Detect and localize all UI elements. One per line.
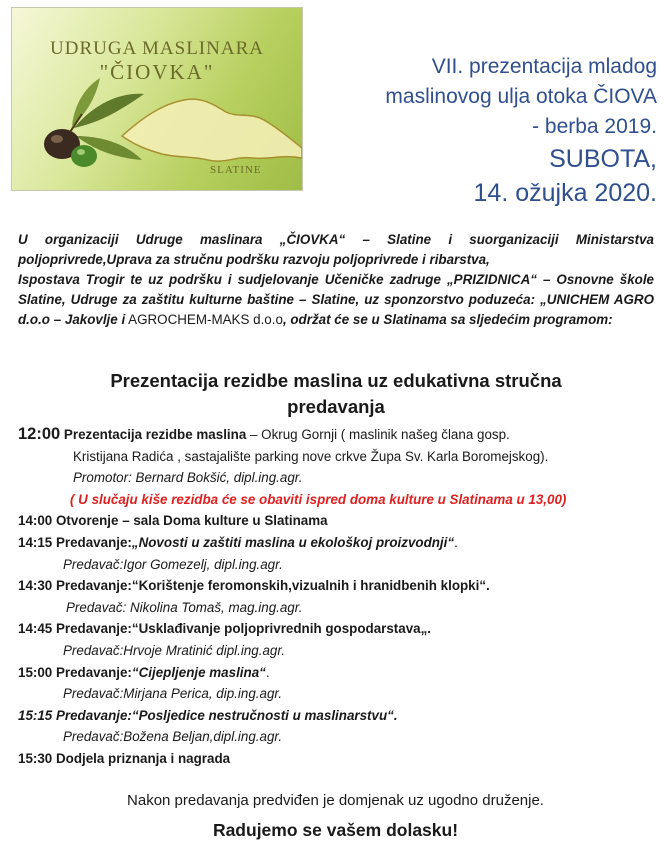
lecturer-1415: Predavač:Igor Gomezelj, dipl.ing.agr. <box>63 556 283 572</box>
item-place: – Okrug Gornji ( maslinik našeg člana gosp. <box>246 427 510 442</box>
intro-sponsor-b: AGROCHEM-MAKS d.o.o <box>125 312 283 327</box>
intro-line-1: U organizaciji Udruge maslinara „ČIOVKA“ – Slatine i suorganizaciji Ministarstva poljoprivrede,Uprava za stručnu podršku razvoju poljoprivrede i ribarstva, <box>18 232 654 267</box>
rain-notice: ( U slučaju kiše rezidba će se obaviti ispred doma kulture u Slatinama u 13,00) <box>70 491 567 507</box>
association-logo <box>12 8 302 190</box>
olive-island-map-icon <box>12 8 302 190</box>
logo-association-name: UDRUGA MASLINARA <box>50 38 264 59</box>
intro-text-c: , održat će se u Slatinama sa sljedećim programom: <box>282 312 613 327</box>
program-item-1445: 14:45 Predavanje:“Usklađivanje poljoprivrednih gospodarstava„. <box>18 621 432 637</box>
lecturer-1430: Predavač: Nikolina Tomaš, mag.ing.agr. <box>66 599 303 615</box>
lecturer-1500: Predavač:Mirjana Perica, dip.ing.agr. <box>63 686 283 702</box>
program-title-line-2: predavanja <box>287 396 385 417</box>
intro-text-a: Ispostava Trogir te uz podršku i sudjelovanje Učeničke zadruge „PRIZIDNICA“ – Osnovne škole Slatine, Udruge za zaštitu kulturne baštine – Slatine, uz sponzorstvo poduzeća: „UNICHEM AGRO d.o.o – Jakovlje i <box>18 272 654 327</box>
header-line-2: maslinovog ulja otoka ČIOVA <box>385 85 657 108</box>
program-item-1400: 14:00 Otvorenje – sala Doma kulture u Slatinama <box>18 513 328 529</box>
program-item-1200-place: Kristijana Radića , sastajalište parking nove crkve Župa Sv. Karla Boromejskog). <box>73 448 549 464</box>
closing-welcome: Radujemo se vašem dolasku! <box>212 820 459 840</box>
program-item-1200-promotor: Promotor: Bernard Bokšić, dipl.ing.agr. <box>73 470 303 486</box>
lecture-1415-head: 14:15 Predavanje: <box>18 534 132 550</box>
header-line-3: - berba 2019. <box>532 115 657 138</box>
header-day: SUBOTA, <box>549 145 657 173</box>
lecture-1500-title: “Cijepljenje maslina“ <box>131 664 266 680</box>
lecture-1500-tail: . <box>265 664 270 680</box>
logo-association-title: "ČIOVKA" <box>99 60 215 84</box>
lecture-1415-tail: . <box>454 534 458 550</box>
event-header <box>317 52 657 210</box>
program-title-line-1: Prezentacija rezidbe maslina uz edukativna stručna <box>110 370 562 391</box>
lecture-1500-head: 15:00 Predavanje: <box>18 664 132 680</box>
intro-line-2 <box>18 270 654 330</box>
time-1200: 12:00 <box>18 425 61 443</box>
header-date: 14. ožujka 2020. <box>473 179 657 207</box>
item-title-pruning: Prezentacija rezidbe maslina <box>60 427 247 442</box>
logo-place-name: SLATINE <box>210 164 262 176</box>
program-schedule <box>18 424 658 770</box>
program-title <box>30 368 642 420</box>
header-line-1: VII. prezentacija mladog <box>431 55 657 78</box>
lecturer-1515: Predavač:Božena Beljan,dipl.ing.agr. <box>63 729 283 745</box>
lecturer-1445: Predavač:Hrvoje Mratinić dipl.ing.agr. <box>63 642 286 658</box>
program-item-1430: 14:30 Predavanje:“Korištenje feromonskih,vizualnih i hranidbenih klopki“. <box>18 578 490 594</box>
program-item-1415 <box>18 532 658 554</box>
program-item-1530: 15:30 Dodjela priznanja i nagrada <box>18 750 231 766</box>
closing-note: Nakon predavanja predviđen je domjenak uz ugodno druženje. <box>127 792 544 809</box>
lecture-1415-title: „Novosti u zaštiti maslina u ekološkoj proizvodnji“ <box>131 534 455 550</box>
program-item-1200 <box>18 424 658 446</box>
program-item-1515: 15:15 Predavanje:“Posljedice nestručnosti u maslinarstvu“. <box>18 707 398 723</box>
program-item-1500 <box>18 662 658 684</box>
intro-paragraph <box>18 230 654 330</box>
